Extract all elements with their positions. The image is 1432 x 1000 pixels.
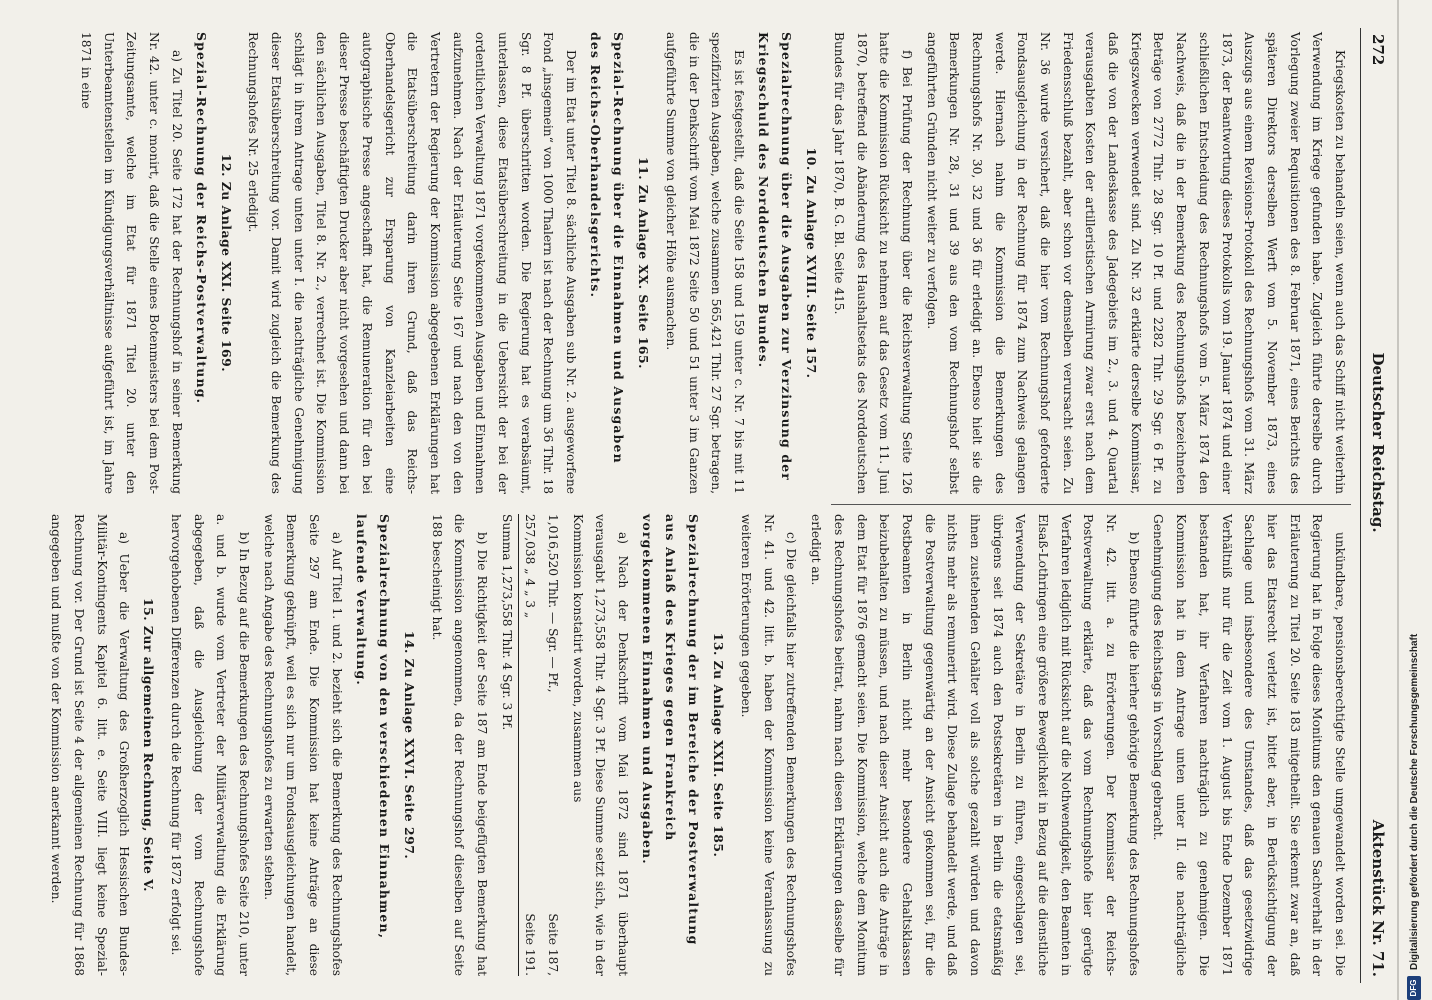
section-subheading: Spezial-Rechnung der Reichs-Postverwaltung. <box>193 32 209 405</box>
section-heading: 14. Zu Anlage XXVI. Seite 297. <box>402 630 417 860</box>
section-subheading: Spezialrechnung von den verschiedenen Einnahmen, laufende Verwaltung. <box>353 514 392 940</box>
sum-total-row <box>495 514 519 976</box>
section-subheading: Spezialrechnung der im Bereiche der Postverwaltung aus Anlaß des Krieges gegen Frankreich vorgekommenen Einnahmen und Ausgaben. <box>640 514 702 946</box>
page-header <box>1360 28 1395 983</box>
paragraph: a) Ueber die Verwaltung des Großherzoglich Hessischen Bundes-Militär-Kontingents Kapitel 6. litt. e. Seite VIII. liegt keine Spezial-Rechnung vor. Der Grund ist Seite 4 der allgemeinen Rechnung für 1868 angegeben und mußte von der Kommission anerkannt werden. <box>49 514 132 976</box>
section-heading: 10. Zu Anlage XVIII. Seite 157. <box>804 147 820 379</box>
section-heading: 13. Zu Anlage XXII. Seite 185. <box>711 632 727 858</box>
paragraph: b) Ebenso führte die hierher gehörige Bemerkung des Rechnungshofes Nr. 42. litt. a. zu Erörterungen. Der Kommissar der Reichs-Postverwaltung erklärte, daß das vom Rechnungshofe hier gerügte Verfahren lediglich mit Rücksicht auf die Nothwendigkeit, den Beamten in Elsaß-Lothringen eine größere Beweglichkeit in Bezug auf die dienstliche Verwendung der Sekretäre in Berlin zu führen, eingeschlagen sei, übrigens seit 1874 auch den Postsekretären in Berlin die etatsmäßig ihnen zustehenden Gehälter voll als solche gezahlt würden und davon nichts mehr als remunerirt wird. Diese Zulage behandelt werde, und daß die Postverwaltung gegenwärtig an der Ansicht gekommen sei, für die Postbeamten in Berlin nicht mehr besondere Gehaltsklassen beizubehalten zu müssen, und nach dieser Ansicht auch die Anträge in dem Etat für 1876 gemacht seien. Die Kommission, welche dem Monitum des Rechnungshofes beitrat, nahm nach diesen Erklärungen dasselbe für erledigt an. <box>809 514 1141 976</box>
section-heading: 15. Zur allgemeinen Rechnung, Seite V. <box>141 598 157 892</box>
paragraph: Der im Etat unter Titel 8. sächliche Ausgaben sub Nr. 2. ausgeworfene Fond „insgemein“ von 1000 Thalern ist nach der Rechnung um 36 Thlr. 18 Sgr. 8 Pf. überschritten worden. Die Regierung hat es verabsäumt, unterlassen, diese Etatsüberschreitung in die Uebersicht der bei der ordentlichen Verwaltung 1871 vorgekommenen Ausgaben und Einnahmen aufzunehmen. Nach der Erläuterung Seite 167 und nach den von den Vertretern der Regierung der Kommission abgegebenen Erklärungen hat die Etatsüberschreitung darin ihren Grund, daß das Reichs-Oberhandelsgericht zur Ersparung von Kanzleiarbeiten eine autographische Presse angeschafft hat, die Remuneration für den bei dieser Presse beschäftigten Drucker aber nicht vorgesehen und dann bei den sächlichen Ausgaben, Titel 8. Nr. 2., verrechnet ist. Die Kommission schlägt in ihrem Antrage unten unter I. die nachträgliche Genehmigung dieser Etatsüberschreitung vor. Damit wird zugleich die Bemerkung des Rechnungshofes Nr. 25 erledigt. <box>246 32 579 494</box>
right-column <box>49 514 1351 976</box>
paragraph: a) Auf Titel 1. und 2. bezieht sich die Bemerkung des Rechnungshofes Seite 297 am Ende. Die Kommission hat keine Anträge an diese Bemerkung geknüpft, weil es sich nur um Fondsausgleichungen handelt, welche nach Angabe des Rechnungshofes zu erwarten stehen. <box>261 514 344 976</box>
column-divider <box>831 504 1351 505</box>
paragraph: a) Zu Titel 20. Seite 172 hat der Rechnungshof in seiner Bemerkung Nr. 42. unter c. monirt, daß die Stelle eines Botenmeisters bei dem Post-Zeitungsamte, welche im Etat für 1871 Titel 20. unter den Unterbeamtenstellen im Kündigungsverhältnisse aufgeführt ist, im Jahre 1871 in eine <box>78 32 184 494</box>
section-subheading: Spezialrechnung über die Ausgaben zur Verzinsung der Kriegsschuld des Norddeutschen Bundes. <box>756 32 795 482</box>
sum-amount: 1,016,520 Thlr. — Sgr. — Pf., <box>546 514 561 693</box>
paragraph: f) Bei Prüfung der Rechnung über die Reichsverwaltung Seite 126 hatte die Kommission Rücksicht zu nehmen auf das Gesetz vom 11. Juni 1870, betreffend die Abänderung des Haushaltsetats des Norddeutschen Bundes für das Jahr 1870, B. G. Bl. Seite 415. <box>831 32 914 494</box>
paragraph: b) Die Richtigkeit der Seite 187 am Ende beigefügten Bemerkung hat die Kommission angenommen, da der Rechnungshof dieselben auf Seite 188 bescheinigt hat. <box>429 514 490 976</box>
paragraph: b) In Bezug auf die Bemerkungen des Rechnungshofes Seite 210, unter a. und b. wurde vom Vertreter der Militärverwaltung die Erklärung abgegeben, daß die Ausgleichung der vom Rechnungshofe hervorgehobenen Differenzen durch die Rechnung für 1872 erfolgt sei. <box>169 514 252 976</box>
sum-page-ref: Seite 187, <box>546 913 561 976</box>
paragraph: Kriegskosten zu behandeln seien, wenn auch das Schiff nicht weiterhin Verwendung im Kriege gefunden habe. Zugleich führte derselbe durch Vorlegung zweier Requisitionen des 8. Februar 1871, eines Berichts des späteren Direktors derselben Werft vom 5. November 1873, eines Auszugs aus einem Revisions-Protokoll des Rechnungshofs vom 31. März 1873, der Beantwortung dieses Protokolls vom 19. Januar 1874 und einer schließlichen Entscheidung des Rechnungshofs vom 5. März 1874 den Nachweis, daß die in der Bemerkung des Rechnungshofs bezeichneten Beträge von 2772 Thlr. 28 Sgr. 10 Pf. und 2282 Thlr. 29 Sgr. 6 Pf. zu Kriegszwecken verwendet sind. Zu Nr. 32 erklärte derselbe Kommissar, daß die von der Landeskasse des Jadegebiets im 2., 3. und 4. Quartal verausgabten Kosten der artilleristischen Armirung zwar erst nach dem Friedensschluß bezahlt, aber schon vor demselben verursacht seien. Zu Nr. 36 wurde versichert, daß die hier vom Rechnungshof geforderte Fondsausgleichung in der Rechnung für 1874 zum Nachweis gelangen werde. Hiernach nahm die Kommission die Bemerkungen des Rechnungshofs Nr. 30, 32 und 36 für erledigt an. Ebenso hielt sie die Bemerkungen Nr. 28, 31 und 39 aus den vom Rechnungshof selbst angeführten Gründen nicht weiter zu verfolgen. <box>924 32 1347 494</box>
page-edge <box>1397 0 1399 1000</box>
page-number: 272 <box>1369 34 1387 66</box>
publication-title: Deutscher Reichstag. <box>1369 352 1387 533</box>
section-subheading: Spezial-Rechnung über die Einnahmen und Ausgaben des Reichs-Oberhandelsgerichts. <box>588 32 627 464</box>
dfg-logo: DFG <box>1407 976 1421 1000</box>
credit-text: Digitalisierung gefördert durch die Deutsche Forschungsgemeinschaft <box>1408 633 1420 970</box>
sum-table <box>495 514 564 976</box>
digitization-credit <box>1405 0 1423 1000</box>
paragraph: Es ist festgestellt, daß die Seite 158 und 159 unter c. Nr. 7 bis mit 11 spezifizirten Ausgaben, welche zusammen 565,421 Thlr. 27 Sgr. betragen, die in der Denkschrift vom Mai 1872 Seite 50 und 51 unter 3 im Ganzen aufgeführte Summe von gleicher Höhe ausmachen. <box>663 32 746 494</box>
sum-row <box>519 514 542 976</box>
sum-page-ref: Seite 191. <box>523 913 538 976</box>
paragraph: unkündbare, pensionsberechtigte Stelle umgewandelt worden sei. Die Regierung hat in Folge dieses Monitums den genauen Sachverhalt in der Erläuterung zu Titel 20. Seite 183 mitgetheilt. Sie erkennt zwar an, daß hier das Etatsrecht verletzt ist, bittet aber, in Berücksichtigung der Sachlage und insbesondere des Umstandes, daß das gesetzwidrige Verhältniß nur für die Zeit vom 1. August bis Ende Dezember 1871 bestanden hat, ihr Verfahren nachträglich zu genehmigen. Die Kommission hat in dem Antrage unten unter II. die nachträgliche Genehmigung des Reichstags in Vorschlag gebracht. <box>1151 514 1347 976</box>
document-label: Aktenstück Nr. 71. <box>1369 819 1387 977</box>
paragraph: a) Nach der Denkschrift vom Mai 1872 sind 1871 überhaupt verausgabt 1,273,558 Thlr. 4 Sgr. 3 Pf. Diese Summe setzt sich, wie in der Kommission konstatirt worden, zusammen aus <box>570 514 631 976</box>
section-heading: 11. Zu Anlage XX. Seite 165. <box>636 157 652 369</box>
sum-amount: 257,038 „ 4 „ 3 „ <box>523 514 538 619</box>
section-heading: 12. Zu Anlage XXI. Seite 169. <box>218 153 234 373</box>
sum-row <box>541 514 564 976</box>
rotated-document-page <box>49 28 1395 983</box>
sum-total: Summa 1,273,558 Thlr. 4 Sgr. 3 Pf. <box>499 514 514 731</box>
left-column <box>78 32 1351 494</box>
paragraph: c) Die gleichfalls hier zutreffenden Bemerkungen des Rechnungshofes Nr. 41. und 42. litt. b. haben der Kommission keine Veranlassung zu weiteren Erörterungen gegeben. <box>739 514 799 976</box>
